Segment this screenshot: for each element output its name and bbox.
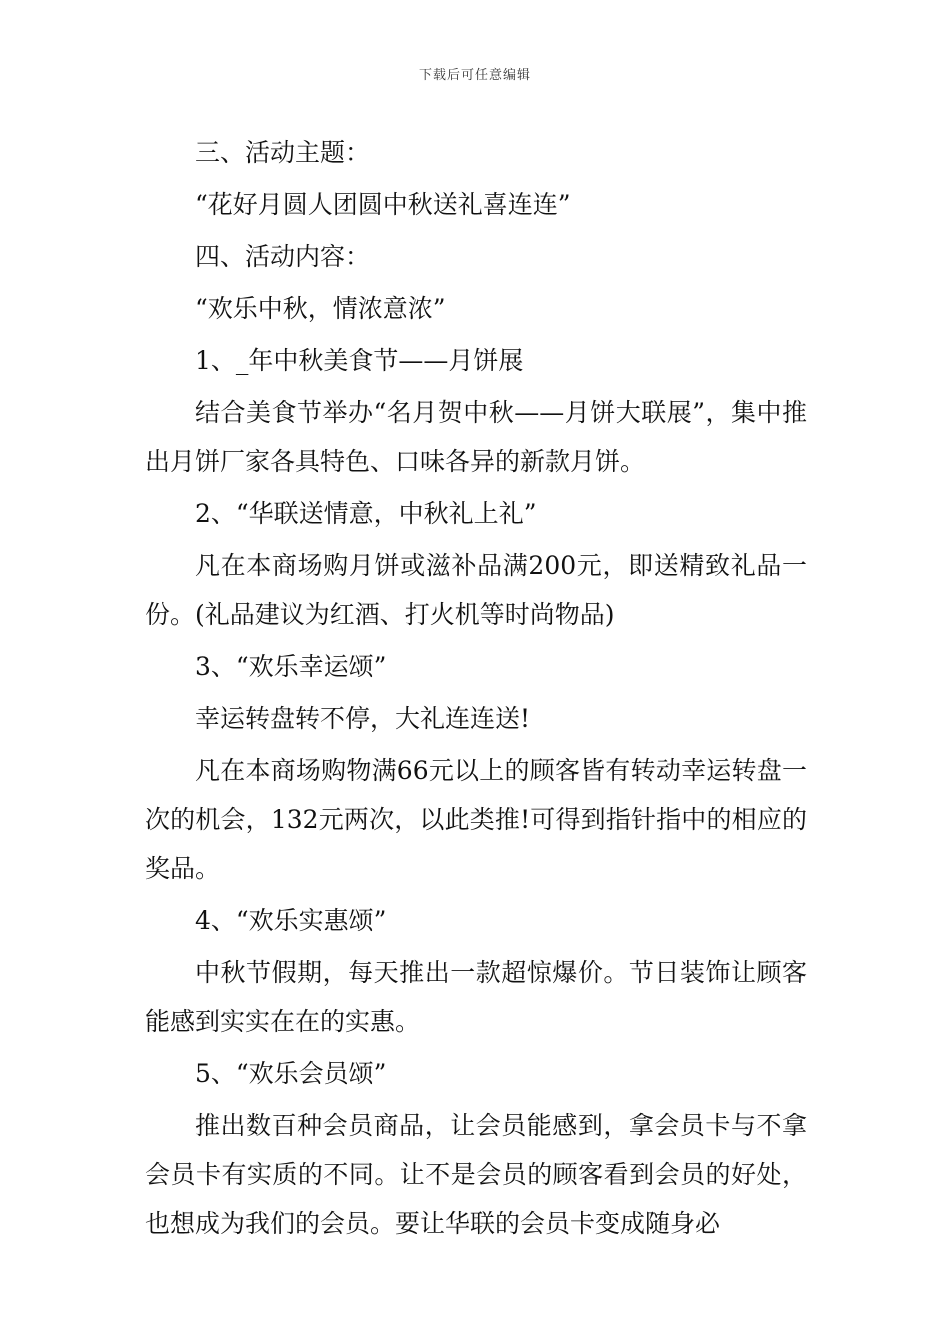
theme-slogan: “花好月圆人团圆中秋送礼喜连连” [195,190,571,219]
item-1-title: 1、_年中秋美食节——月饼展 [195,346,524,375]
document-body [145,128,807,1251]
item-4-title: 4、“欢乐实惠颂” [195,906,387,935]
item-1-body: 结合美食节举办“名月贺中秋——月饼大联展”，集中推出月饼厂家各具特色、口味各异的新款月饼。 [145,398,807,476]
section-heading-theme: 三、活动主题： [195,138,371,167]
item-5-body: 推出数百种会员商品，让会员能感到，拿会员卡与不拿会员卡有实质的不同。让不是会员的顾客看到会员的好处，也想成为我们的会员。要让华联的会员卡变成随身必 [145,1111,807,1238]
section-heading-content: 四、活动内容： [195,242,371,271]
item-2-body: 凡在本商场购月饼或滋补品满200元，即送精致礼品一份。(礼品建议为红酒、打火机等时尚物品) [145,551,807,629]
item-3-body-2: 凡在本商场购物满66元以上的顾客皆有转动幸运转盘一次的机会，132元两次，以此类推!可得到指针指中的相应的奖品。 [145,756,807,883]
item-2-title: 2、“华联送情意，中秋礼上礼” [195,499,537,528]
content-slogan: “欢乐中秋，情浓意浓” [195,294,446,323]
item-3-body-1: 幸运转盘转不停，大礼连连送! [195,704,531,733]
item-5-title: 5、“欢乐会员颂” [195,1059,387,1088]
item-3-title: 3、“欢乐幸运颂” [195,652,387,681]
item-4-body: 中秋节假期，每天推出一款超惊爆价。节日装饰让顾客能感到实实在在的实惠。 [145,958,807,1036]
page-header: 下载后可任意编辑 [418,68,531,83]
